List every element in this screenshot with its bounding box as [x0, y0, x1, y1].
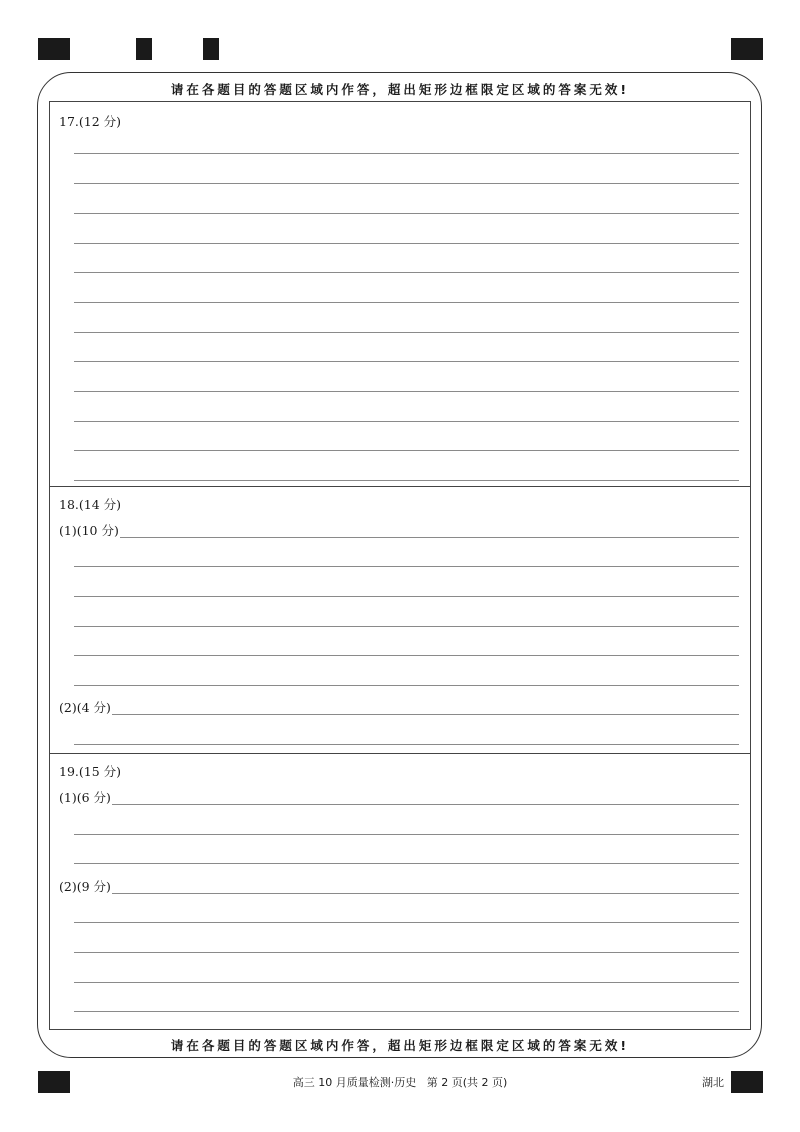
answer-line[interactable] — [74, 655, 739, 656]
question-19-part-2[interactable] — [59, 878, 739, 894]
question-18-part-1[interactable] — [59, 522, 739, 538]
question-17-label: 17.(12 分) — [59, 114, 122, 129]
answer-line[interactable] — [74, 272, 739, 273]
answer-line[interactable] — [112, 804, 739, 805]
question-18-part-1-label: (1)(10 分) — [59, 523, 119, 538]
answer-line[interactable] — [74, 421, 739, 422]
notice-bottom: 请在各题目的答题区域内作答，超出矩形边框限定区域的答案无效! — [170, 1038, 630, 1053]
answer-line[interactable] — [74, 566, 739, 567]
section-divider — [50, 486, 750, 487]
answer-line[interactable] — [74, 922, 739, 923]
answer-line[interactable] — [74, 685, 739, 686]
registration-mark-top-right — [731, 38, 763, 60]
answer-line[interactable] — [74, 243, 739, 244]
page-number: 第 2 页(共 2 页) — [426, 1076, 508, 1089]
question-18-part-2[interactable] — [59, 699, 739, 715]
question-19-part-1-label: (1)(6 分) — [59, 790, 111, 805]
notice-top: 请在各题目的答题区域内作答，超出矩形边框限定区域的答案无效! — [170, 82, 630, 97]
answer-line[interactable] — [74, 596, 739, 597]
answer-line[interactable] — [74, 863, 739, 864]
question-19-part-2-label: (2)(9 分) — [59, 879, 111, 894]
answer-line[interactable] — [74, 834, 739, 835]
answer-line[interactable] — [74, 1011, 739, 1012]
answer-line[interactable] — [112, 714, 739, 715]
question-18-label: 18.(14 分) — [59, 497, 122, 512]
answer-line[interactable] — [74, 952, 739, 953]
answer-line[interactable] — [74, 982, 739, 983]
registration-mark-top-left — [38, 38, 70, 60]
question-18-part-2-label: (2)(4 分) — [59, 700, 111, 715]
section-divider — [50, 753, 750, 754]
answer-line[interactable] — [74, 361, 739, 362]
answer-line[interactable] — [74, 450, 739, 451]
answer-line[interactable] — [74, 153, 739, 154]
answer-line[interactable] — [112, 893, 739, 894]
answer-area — [49, 101, 751, 1030]
page-footer — [0, 1074, 800, 1090]
answer-line[interactable] — [74, 391, 739, 392]
exam-title: 高三 10 月质量检测·历史 — [292, 1076, 417, 1089]
answer-line[interactable] — [74, 183, 739, 184]
answer-line[interactable] — [74, 332, 739, 333]
answer-line[interactable] — [74, 480, 739, 481]
answer-line[interactable] — [74, 213, 739, 214]
answer-line[interactable] — [74, 744, 739, 745]
answer-line[interactable] — [74, 302, 739, 303]
question-19-part-1[interactable] — [59, 789, 739, 805]
question-19-label: 19.(15 分) — [59, 764, 122, 779]
region-label: 湖北 — [702, 1076, 724, 1089]
registration-mark-top-2 — [136, 38, 152, 60]
answer-line[interactable] — [74, 626, 739, 627]
registration-mark-top-3 — [203, 38, 219, 60]
answer-line[interactable] — [120, 537, 739, 538]
